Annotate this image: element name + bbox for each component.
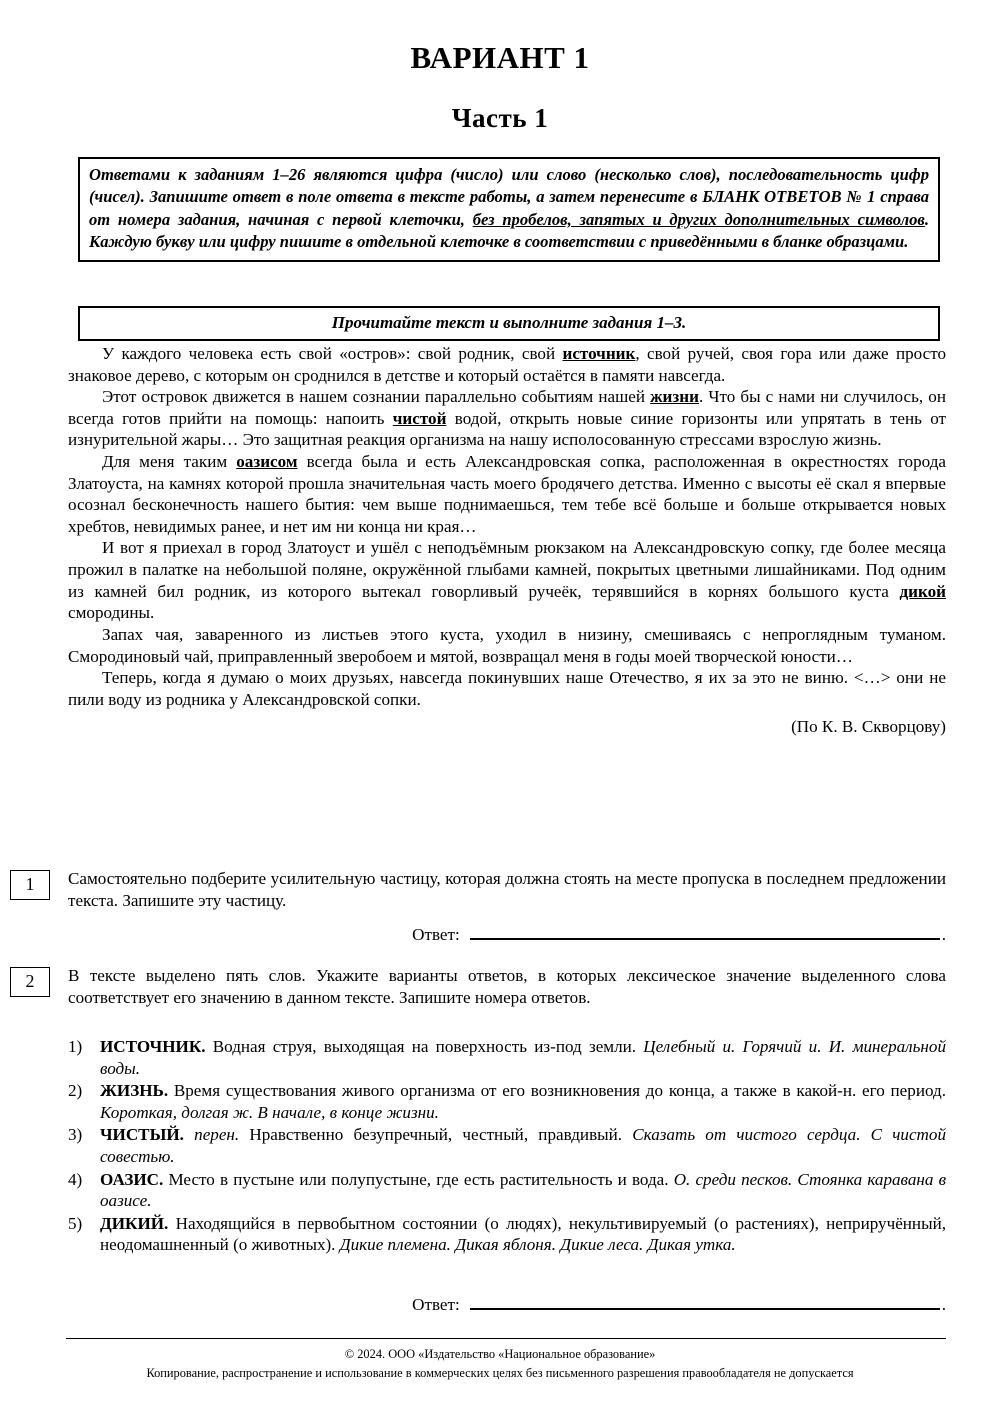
instruction-text-underlined: без пробелов, запятых и других дополнительных символов — [472, 209, 925, 229]
passage-attribution: (По К. В. Скворцову) — [791, 717, 946, 737]
paragraph-3-text-before: Для меня таким — [102, 452, 237, 472]
passage-paragraph-2 — [68, 386, 946, 451]
entry-4-examples: О. среди песков. Стоянка каравана в оазисе. — [100, 1169, 946, 1211]
instruction-text-part1: Ответами к заданиям 1–26 являются цифра (число) или слово (несколько слов), последовательность цифр (чисел). Запишите ответ в поле ответа в тексте работы, а затем перенесите в БЛАНК ОТВЕТОВ № 1 справа от номера задания, начиная с первой клеточки, — [89, 165, 929, 229]
dictionary-entry-list — [68, 1036, 946, 1257]
paragraph-1-text-before: У каждого человека есть свой «остров»: свой родник, свой — [102, 344, 563, 363]
footer-notice: Копирование, распространение и использование в коммерческих целях без письменного разрешения правообладателя не допускается — [146, 1366, 854, 1380]
list-item — [68, 1036, 946, 1079]
entry-2-examples: Короткая, долгая ж. В начале, в конце жизни. — [100, 1102, 439, 1122]
passage-paragraph-1 — [68, 343, 946, 386]
task-2-answer-row — [68, 1295, 946, 1315]
task-2-number: 2 — [10, 967, 50, 997]
task-2 — [25, 965, 946, 1008]
passage-paragraph-6: Теперь, когда я думаю о моих друзьях, навсегда покинувших наше Отечество, я их за это не виню. <…> они не пили воду из родника у Александровской сопки. — [68, 668, 946, 709]
footer-divider — [66, 1338, 946, 1339]
paragraph-1-text-after: , свой ручей, своя гора или даже просто знаковое дерево, с которым он сроднился в детстве и который остаётся в памяти навсегда. — [68, 344, 946, 385]
task-1-answer-period: . — [941, 925, 946, 944]
part-title: Часть 1 — [451, 103, 549, 133]
entry-1-examples: Целебный и. Горячий и. И. минеральной воды. — [100, 1037, 946, 1078]
passage-paragraph-5: Запах чая, заваренного из листьев этого куста, уходил в низину, смешиваясь с непроглядным туманом. Смородиновый чай, приправленный зверобоем и мятой, возвращал меня в годы моей творческой юности… — [68, 624, 946, 666]
entry-5-examples: Дикие племена. Дикая яблоня. Дикие леса. Дикая утка. — [339, 1235, 736, 1255]
entry-3-headword: ЧИСТЫЙ. — [100, 1125, 184, 1145]
highlighted-word-zhizni: жизни — [650, 387, 699, 407]
footer-copyright: © 2024. ООО «Издательство «Национальное образование» — [344, 1347, 656, 1361]
list-item — [68, 1124, 946, 1167]
passage-paragraph-3 — [68, 451, 946, 537]
task-2-answer-label: Ответ: — [412, 1295, 460, 1314]
paragraph-4-text-before: И вот я приехал в город Златоуст и ушёл с неподъёмным рюкзаком на Александровскую сопку, где более месяца прожил в палатке на небольшой поляне, окружённой глыбами камней, покрытых цветными лишайниками. Под одним из камней бил родник, из которого вытекал говорливый ручеёк, терявшийся в корнях большого куста — [68, 538, 946, 601]
task-2-answer-input[interactable] — [470, 1295, 940, 1310]
reading-passage — [68, 343, 946, 738]
entry-5-definition: Находящийся в первобытном состоянии (о людях), некультивируемый (о растениях), неприручённый, неодомашненный (о животных). — [100, 1213, 946, 1255]
highlighted-word-chistoy: чистой — [392, 408, 447, 428]
page-title: ВАРИАНТ 1 — [410, 40, 590, 75]
entry-1-headword: ИСТОЧНИК. — [100, 1037, 206, 1056]
highlighted-word-istochnik: источник — [562, 344, 636, 363]
entry-3-marker: 3) — [68, 1125, 83, 1145]
entry-3-examples: Сказать от чистого сердца. С чистой совестью. — [100, 1125, 946, 1167]
list-item — [68, 1213, 946, 1256]
paragraph-3-text-after: всегда была и есть Александровская сопка, расположенная в окрестностях города Златоуста, на камнях которой прошла значительная часть моего бродячего детства. Именно с высоты её скал я впервые осознал бесконечность нашего бытия: чем выше поднимаешься, тем тебе всё больше и больше открывается новых хребтов, невидимых ранее, и нет им ни конца ни края… — [68, 452, 946, 536]
entry-2-headword: ЖИЗНЬ. — [100, 1081, 169, 1101]
task-1-number: 1 — [10, 870, 50, 900]
entry-2-marker: 2) — [68, 1081, 83, 1101]
instruction-box — [78, 157, 940, 262]
list-item — [68, 1080, 946, 1123]
entry-1-definition: Водная струя, выходящая на поверхность из-под земли. — [205, 1037, 644, 1056]
passage-paragraph-4 — [68, 537, 946, 623]
task-1-answer-label: Ответ: — [412, 925, 460, 944]
entry-4-definition: Место в пустыне или полупустыне, где есть растительность и вода. — [163, 1169, 674, 1189]
task-2-answer-period: . — [941, 1295, 946, 1314]
highlighted-word-dikoy: дикой — [899, 581, 946, 601]
read-instruction-text: Прочитайте текст и выполните задания 1–3. — [331, 313, 687, 332]
task-1-stem: Самостоятельно подберите усилительную частицу, которая должна стоять на месте пропуска в последнем предложении текста. Запишите эту частицу. — [68, 869, 946, 910]
instruction-text — [89, 164, 929, 254]
entry-3-label: перен. — [183, 1125, 240, 1145]
task-1-answer-input[interactable] — [470, 925, 940, 940]
read-instruction-box — [78, 306, 940, 341]
list-item — [68, 1169, 946, 1212]
task-1-answer-row — [68, 925, 946, 945]
instruction-text-part2: . Каждую букву или цифру пишите в отдельной клеточке в соответствии с приведёнными в бланке образцами. — [89, 209, 930, 252]
task-1 — [25, 868, 946, 911]
entry-4-headword: ОАЗИС. — [100, 1169, 164, 1189]
paragraph-4-text-after: смородины. — [68, 603, 155, 623]
paragraph-2-text-middle: . Что бы с нами ни случилось, он всегда готов прийти на помощь: напоить — [68, 387, 946, 428]
highlighted-word-oazisom: оазисом — [236, 452, 298, 472]
paragraph-2-text-after: водой, открыть новые синие горизонты или упрятать в тень от изнурительной жары… Это защитная реакция организма на нашу исполосованную стрессами взрослую жизнь. — [68, 408, 946, 450]
entry-2-definition: Время существования живого организма от его возникновения до конца, а также в какой-н. его период. — [168, 1081, 946, 1101]
entry-5-headword: ДИКИЙ. — [100, 1213, 169, 1233]
entry-5-marker: 5) — [68, 1213, 83, 1233]
entry-3-definition: Нравственно безупречный, честный, правдивый. — [239, 1125, 633, 1145]
entry-4-marker: 4) — [68, 1169, 83, 1189]
paragraph-2-text-before: Этот островок движется в нашем сознании параллельно событиям нашей — [102, 387, 651, 407]
entry-1-marker: 1) — [68, 1037, 83, 1056]
task-2-stem: В тексте выделено пять слов. Укажите варианты ответов, в которых лексическое значение выделенного слова соответствует его значению в данном тексте. Запишите номера ответов. — [68, 966, 946, 1007]
